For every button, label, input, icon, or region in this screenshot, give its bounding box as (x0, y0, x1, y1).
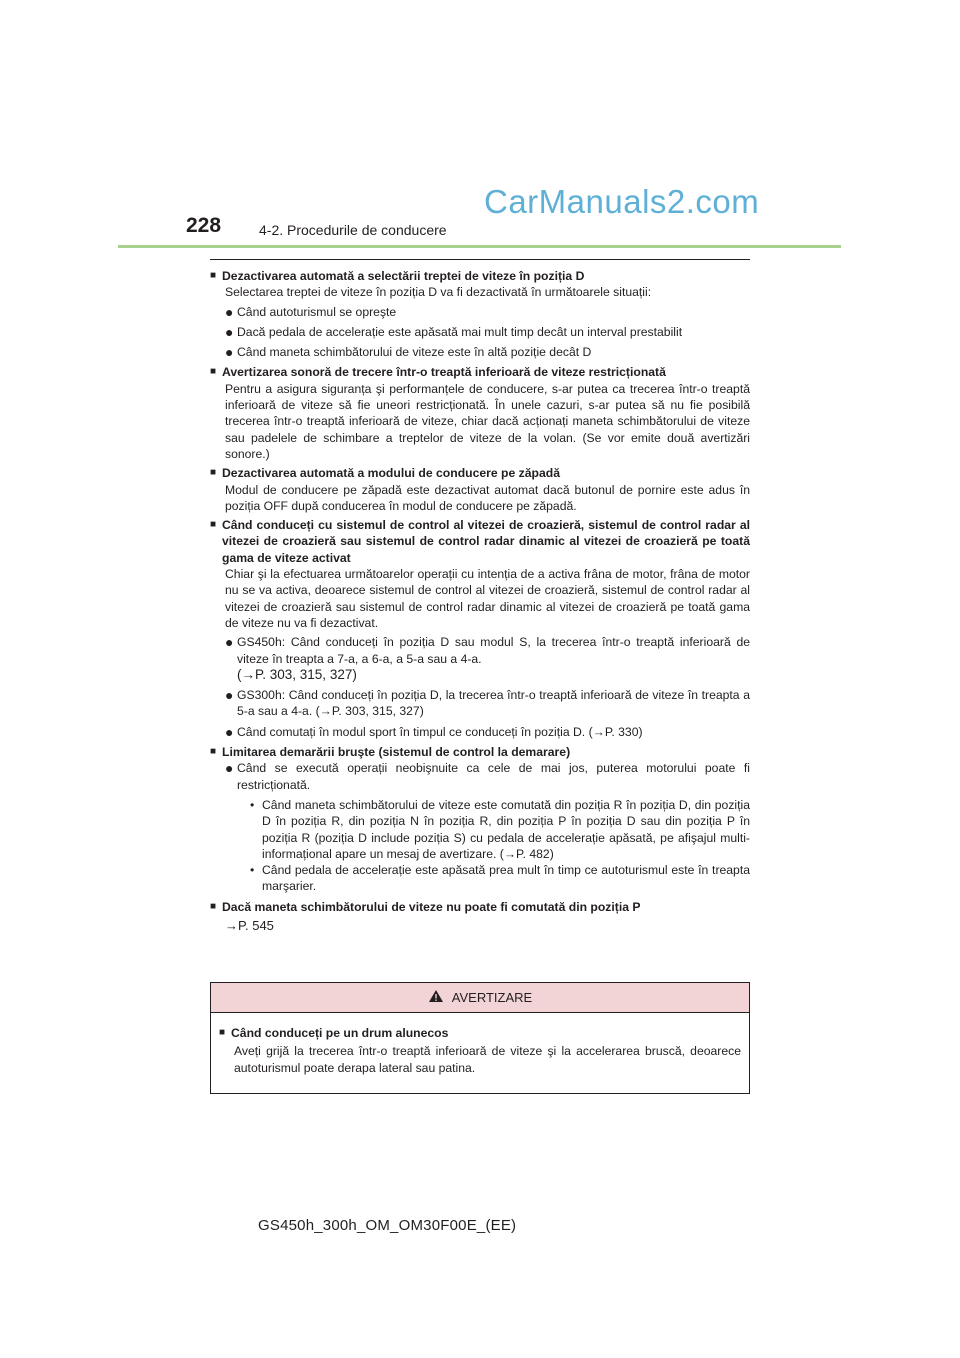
dot-bullet-icon: ● (225, 634, 234, 651)
sub-list-item: • Când pedala de accelerație este apăsată prea mult în timp ce autoturismul este în treapta marşarier. (250, 863, 750, 894)
heading-snow-mode: ■ Dezactivarea automată a modului de conducere pe zăpadă (210, 466, 560, 481)
dot-bullet-icon: ● (225, 323, 234, 340)
square-bullet-icon: ■ (210, 270, 217, 281)
square-bullet-icon: ■ (210, 519, 217, 531)
heading-downshift-buzzer: ■ Avertizarea sonoră de trecere într-o treaptă inferioară de viteze restricționată (210, 365, 666, 380)
square-bullet-icon: ■ (210, 366, 217, 378)
warning-label: AVERTIZARE (451, 990, 533, 1005)
list-item: ● Când autoturismul se opreşte (225, 303, 397, 320)
heading-drive-start-control: ■ Limitarea demarării bruşte (sistemul de control la demarare) (210, 745, 571, 760)
page-reference: (→P. 303, 315, 327) (237, 666, 357, 682)
paragraph: Modul de conducere pe zăpadă este dezactivat automat dacă butonul de pornire este adus în poziția OFF după conducerea în modul de conducere pe zăpadă. (225, 482, 750, 513)
content-top-rule (210, 259, 750, 260)
watermark: CarManuals2.com (484, 183, 760, 220)
square-bullet-icon: ■ (210, 467, 217, 479)
footer-code: GS450h_300h_OM_OM30F00E_(EE) (258, 1217, 517, 1234)
dot-bullet-icon: ● (225, 760, 234, 777)
header-rule (118, 245, 841, 248)
list-item: ● GS300h: Când conduceți în poziția D, la trecerea într-o treaptă inferioară de viteze în treapta a 5-a sau a 4-a. (→P. 303, 315, 327) (225, 687, 750, 719)
list-item: ● Dacă pedala de accelerație este apăsată mai mult timp decât un interval prestabilit (225, 323, 683, 340)
warning-box (210, 982, 750, 1094)
warning-text: Aveți grijă la trecerea într-o treaptă inferioară de viteze şi la accelerarea bruscă, deoarece autoturismul poate derapa lateral sau patina. (234, 1044, 741, 1075)
dot-bullet-icon: ● (225, 303, 234, 320)
paragraph: Chiar şi la efectuarea următoarelor operații cu intenția de a activa frâna de motor, frâna de motor nu se va activa, deoarece sistemul de control al vitezei de croazieră, sistemul de control radar al vitezei de croazieră sau sistemul de control radar dinamic al vitezei de croazieră pe toată gama de viteze nu va fi dezactivat. (225, 567, 750, 630)
page-reference: →P. 545 (225, 917, 274, 933)
dot-bullet-icon: ● (225, 723, 234, 740)
sub-list-item: • Când maneta schimbătorului de viteze este comutată din poziția R în poziția D, din poziția D în poziția R, din poziția N în poziția R, din poziția P în poziția D sau din poziția P în poziția R (poziția D include poziția S) cu pedala de accelerație apăsată, pe afişajul multi-informațional apare un mesaj de avertizare. (→P. 482) (250, 797, 750, 861)
page-number: 228 (186, 214, 222, 237)
heading-cruise-control: ■ Când conduceți cu sistemul de control al vitezei de croazieră, sistemul de control radar al vitezei de croazieră sau sistemul de control radar dinamic al vitezei de croazieră pe toată gama de viteze activat (210, 518, 750, 565)
square-bullet-icon: ■ (210, 746, 217, 758)
paragraph: Pentru a asigura siguranța şi performanțele de conducere, s-ar putea ca trecerea într-o treaptă inferioară de viteze să fie uneori restricționată. În unele cazuri, s-ar putea să nu fie posibilă trecerea într-o treaptă inferioară de viteze, chiar dacă acționați maneta schimbătorului de viteze sau padelele de schimbare a treptelor de viteze de la volan. (Se vor emite două avertizări sonore.) (225, 381, 750, 461)
section-title: 4-2. Procedurile de conducere (259, 222, 447, 238)
square-bullet-icon: ■ (210, 900, 217, 912)
page-content (210, 266, 750, 934)
warning-heading: ■ Când conduceți pe un drum alunecos (219, 1026, 449, 1040)
paragraph: Selectarea treptei de viteze în poziția D va fi dezactivată în următoarele situații: (225, 285, 652, 300)
dot-bullet-icon: ● (225, 687, 234, 704)
square-bullet-icon: ■ (219, 1027, 226, 1038)
small-bullet-icon: • (250, 797, 255, 812)
warning-triangle-icon (428, 989, 444, 1006)
heading-shift-lever-stuck: ■ Dacă maneta schimbătorului de viteze nu poate fi comutată din poziția P (210, 899, 641, 914)
warning-header (211, 983, 749, 1013)
list-item: ● Când maneta schimbătorului de viteze este în altă poziție decât D (225, 344, 592, 361)
dot-bullet-icon: ● (225, 344, 234, 361)
small-bullet-icon: • (250, 863, 255, 878)
heading-auto-d: ■ Dezactivarea automată a selectării treptei de viteze în poziția D (210, 269, 585, 283)
list-item: ● Când se execută operații neobişnuite ca cele de mai jos, puterea motorului poate fi restricționată. (225, 760, 750, 792)
list-item: ● GS450h: Când conduceți în poziția D sau modul S, la trecerea într-o treaptă inferioară de viteze în treapta a 7-a, a 6-a, a 5-a sau a 4-a. (→P. 303, 315, 327) (225, 634, 750, 682)
list-item: ● Când comutați în modul sport în timpul ce conduceți în poziția D. (→P. 330) (225, 723, 643, 740)
warning-body (211, 1013, 749, 1076)
